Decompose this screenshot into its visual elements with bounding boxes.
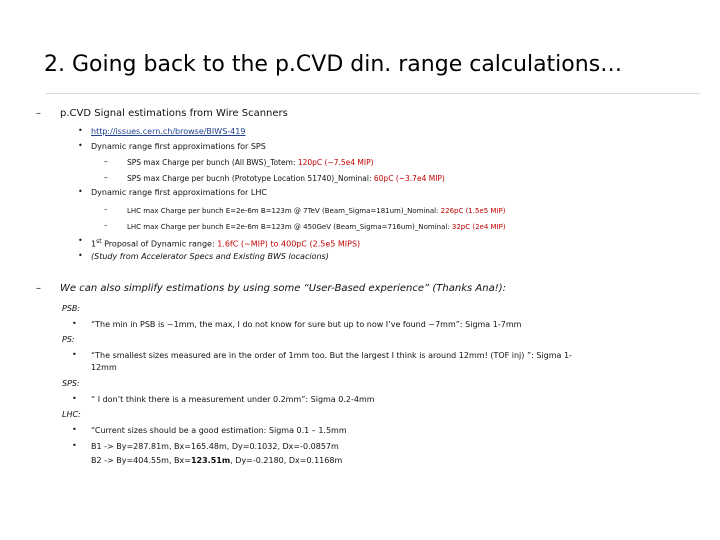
lhc-range-heading: Dynamic range first approximations for LHC	[91, 188, 267, 197]
sps-item-1	[127, 157, 374, 169]
section1-dash: –	[36, 108, 41, 119]
section2-heading: We can also simplify estimations by using some “User-Based experience” (Thanks Ana!):	[60, 283, 506, 294]
ps-item-line-2: 12mm	[91, 363, 117, 372]
section1-heading: p.CVD Signal estimations from Wire Scanners	[60, 108, 288, 119]
bullet: •	[78, 141, 83, 150]
ps-item-line-1: “The smallest sizes measured are in the order of 1mm too. But the largest I think is around 12mm! (TOF inj) ”: Sigma 1-	[91, 351, 572, 360]
proposal-text: Proposal of Dynamic range:	[101, 239, 218, 249]
study-note: (Study from Accelerator Specs and Existing BWS locacions)	[91, 252, 329, 261]
lhc-item-2-value: 32pC (2e4 MIP)	[451, 223, 506, 231]
sub-dash: –	[104, 157, 108, 166]
jira-link[interactable]: http://issues.cern.ch/browse/BIWS-419	[91, 127, 246, 136]
lhc-item-1-text: LHC max Charge per bunch E=2e-6m B=123m @ 7TeV (Beam_Sigma=181um)_Nominal:	[127, 207, 441, 215]
lhc-item-2-text: LHC max Charge per bunch E=2e-6m B=123m @ 450GeV (Beam_Sigma=716um)_Nominal:	[127, 223, 452, 231]
bullet: •	[72, 350, 77, 359]
proposal-num: 1	[91, 239, 97, 249]
proposal-value: 1.6fC (~MIP) to 400pC (2.5e5 MIPS)	[217, 239, 361, 249]
proposal-sup: st	[96, 238, 102, 245]
lhc-beam1-line: B1 -> By=287.81m, Bx=165.48m, Dy=0.1032, Dx=-0.0857m	[91, 442, 339, 451]
lhc-item-1-value: 226pC (1.5e5 MIP)	[440, 207, 506, 215]
slide-title: 2. Going back to the p.CVD din. range calculations…	[44, 52, 623, 77]
sps-item-1-text: SPS max Charge per bunch (All BWS)_Totem:	[127, 158, 298, 167]
title-divider	[46, 93, 700, 94]
bullet: •	[72, 425, 77, 434]
lhc-beam2-bx: 123.51m	[190, 456, 231, 465]
lhc-beam2-c: , Dy=-0.2180, Dx=0.1168m	[230, 456, 343, 465]
sps-label: SPS:	[62, 379, 80, 388]
sps-user-item: “ I don’t think there is a measurement under 0.2mm”: Sigma 0.2-4mm	[91, 395, 375, 404]
lhc-label: LHC:	[62, 410, 81, 419]
lhc-item-1	[127, 205, 505, 217]
sub-dash: –	[104, 221, 108, 229]
lhc-beam2-a: B2 -> By=404.55m, Bx=	[91, 456, 191, 465]
bullet: •	[72, 394, 77, 403]
bullet: •	[78, 251, 83, 260]
bullet: •	[78, 187, 83, 196]
bullet: •	[78, 126, 83, 135]
psb-item: “The min in PSB is ~1mm, the max, I do not know for sure but up to now I’ve found ~7mm”: Sigma 1-7mm	[91, 320, 522, 329]
psb-label: PSB:	[62, 304, 81, 313]
lhc-user-item-1: “Current sizes should be a good estimation: Sigma 0.1 – 1.5mm	[91, 426, 347, 435]
bullet: •	[72, 319, 77, 328]
sps-item-2-value: 60pC (~3.7e4 MIP)	[373, 174, 445, 183]
section2-dash: –	[36, 283, 41, 294]
lhc-beam2-line	[91, 455, 342, 467]
bullet: •	[78, 236, 83, 245]
sps-range-heading: Dynamic range first approximations for SPS	[91, 142, 266, 151]
lhc-item-2	[127, 221, 506, 233]
bullet: •	[72, 441, 77, 450]
proposal-line	[91, 236, 360, 251]
ps-label: PS:	[62, 335, 75, 344]
sub-dash: –	[104, 205, 108, 213]
sps-item-1-value: 120pC (~7.5e4 MIP)	[297, 158, 374, 167]
sps-item-2-text: SPS max Charge per bucnh (Prototype Location 51740)_Nominal:	[127, 174, 374, 183]
sub-dash: –	[104, 173, 108, 182]
sps-item-2	[127, 173, 445, 185]
